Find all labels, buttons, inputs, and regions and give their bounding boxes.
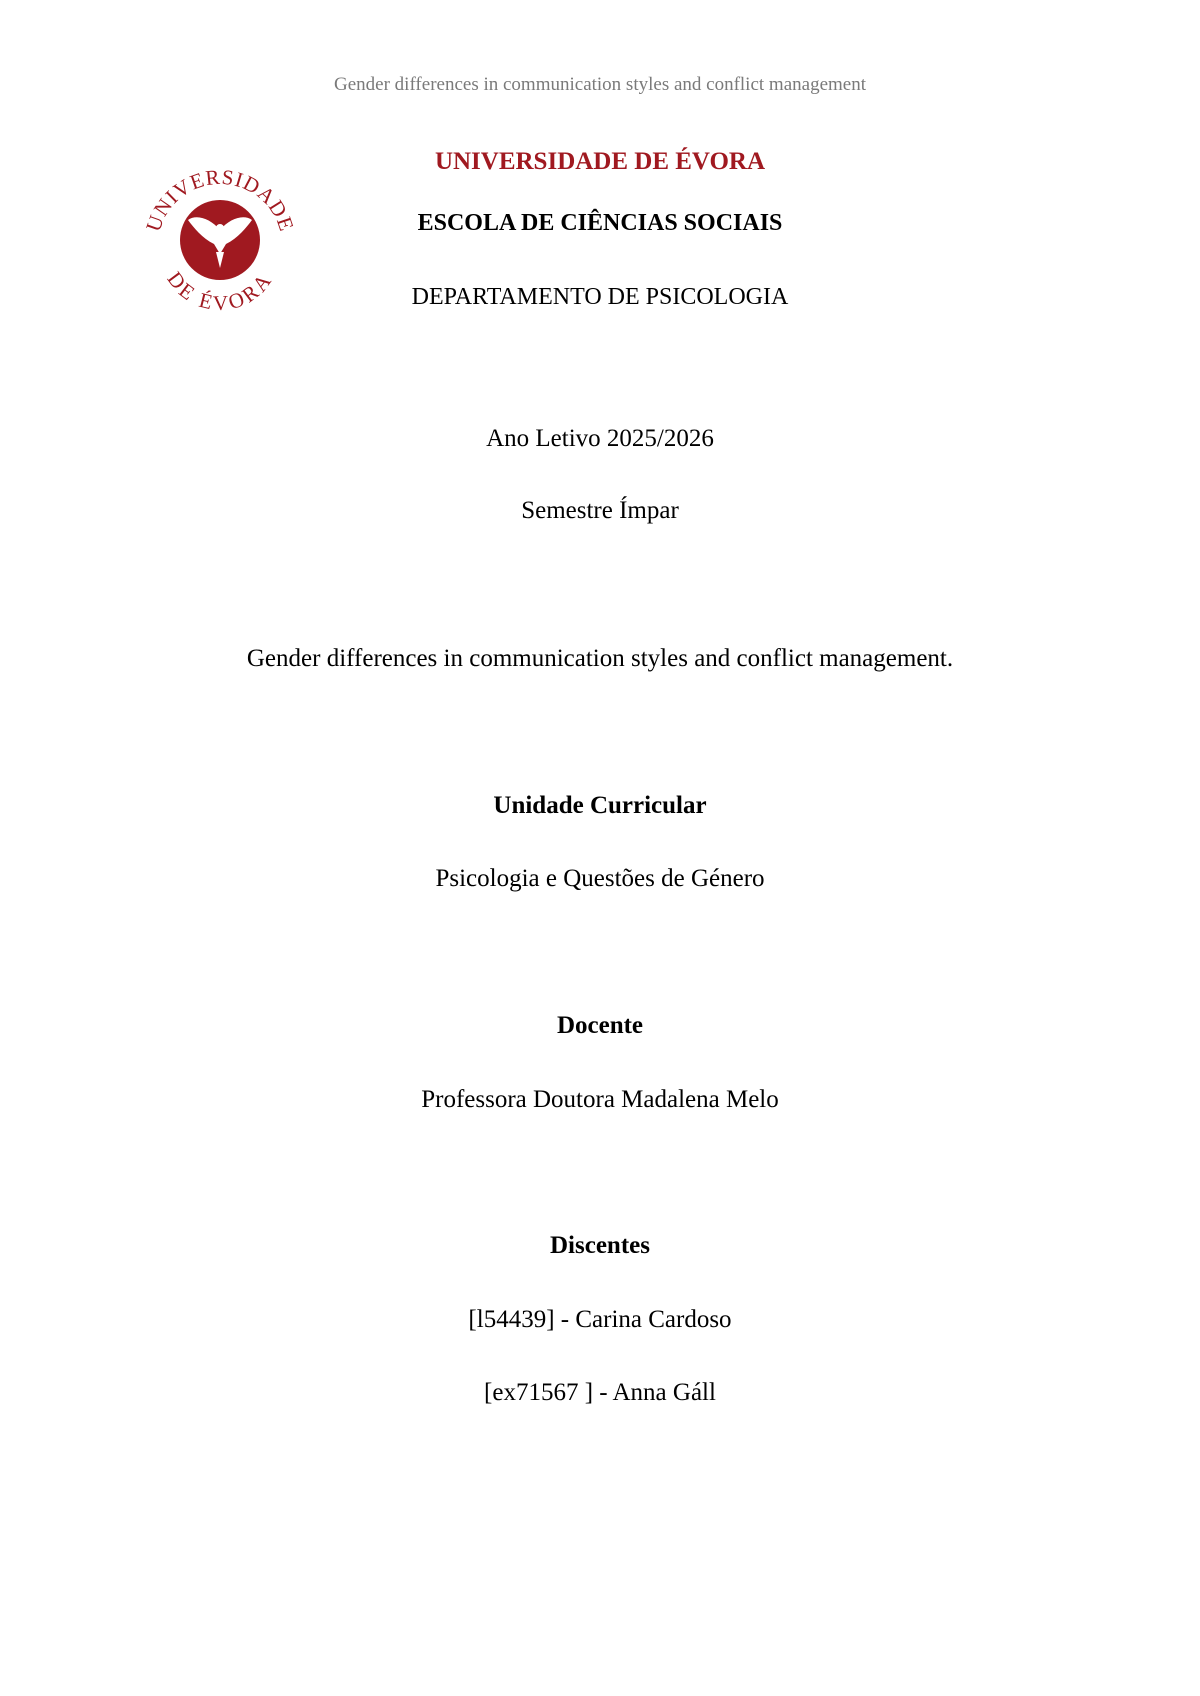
- department-name: DEPARTAMENTO DE PSICOLOGIA: [411, 284, 789, 310]
- svg-text:UNIVERSIDADE: UNIVERSIDADE: [140, 164, 300, 235]
- course-name: Psicologia e Questões de Género: [435, 865, 765, 892]
- teacher-heading: Docente: [556, 1012, 644, 1039]
- academic-year: Ano Letivo 2025/2026: [486, 425, 714, 452]
- school-name: ESCOLA DE CIÊNCIAS SOCIAIS: [417, 210, 783, 236]
- students-heading: Discentes: [550, 1232, 650, 1259]
- semester: Semestre Ímpar: [521, 497, 679, 524]
- teacher-name: Professora Doutora Madalena Melo: [421, 1086, 779, 1113]
- student-item: [ex71567 ] - Anna Gáll: [484, 1379, 716, 1406]
- document-title: Gender differences in communication styles and conflict management.: [246, 645, 954, 672]
- course-heading: Unidade Curricular: [493, 792, 707, 819]
- svg-text:DE ÉVORA: DE ÉVORA: [162, 267, 278, 316]
- university-name: UNIVERSIDADE DE ÉVORA: [434, 148, 766, 175]
- student-item: [l54439] - Carina Cardoso: [468, 1306, 732, 1333]
- running-header: Gender differences in communication styles and conflict management: [334, 74, 866, 95]
